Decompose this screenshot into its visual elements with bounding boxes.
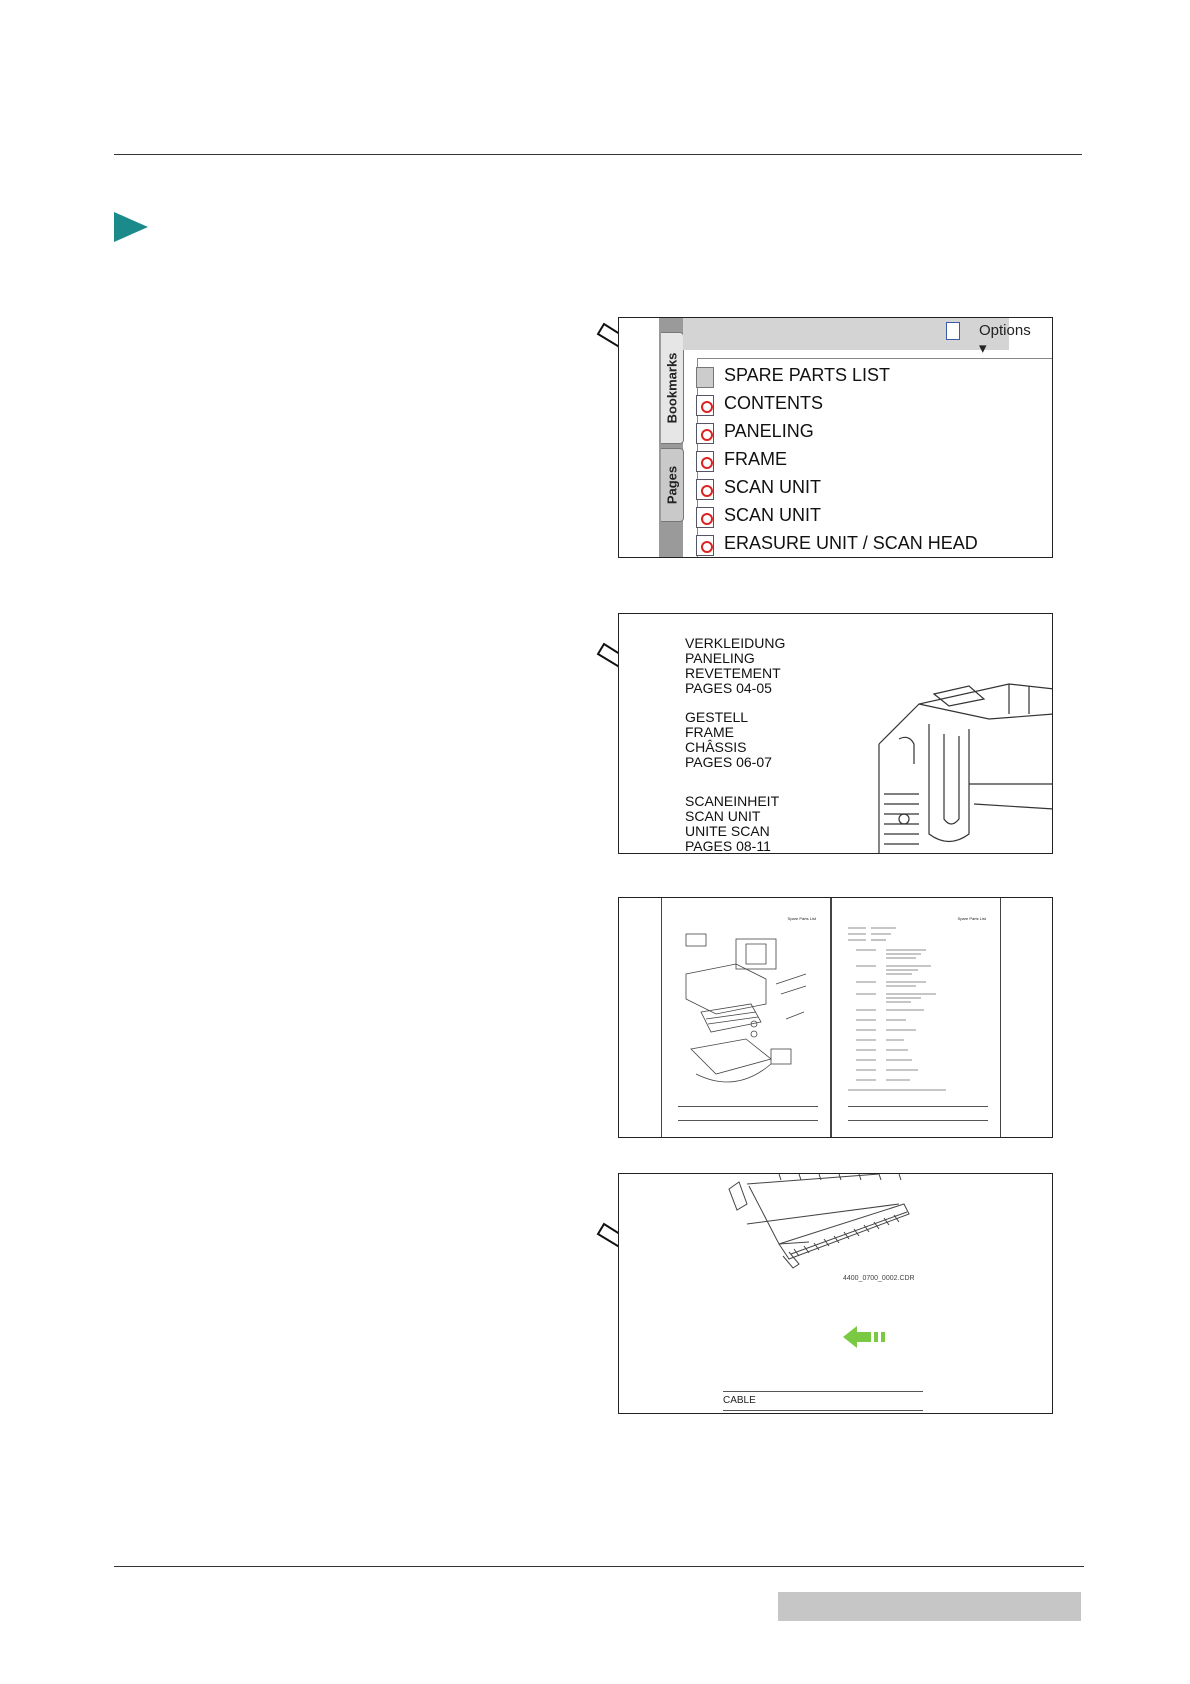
bookmark-item[interactable]: CONTENTS xyxy=(724,393,823,419)
bookmark-item[interactable]: SCAN UNIT xyxy=(724,477,821,503)
pdf-bookmark-icon xyxy=(696,451,714,472)
contents-entry[interactable]: SCANEINHEIT SCAN UNIT UNITE SCAN PAGES 08-11 xyxy=(685,793,780,854)
bookmark-item[interactable]: SCAN UNIT xyxy=(724,505,821,531)
sheet-rule xyxy=(848,1106,988,1107)
cable-label-rule xyxy=(723,1391,923,1392)
page-icon xyxy=(696,367,714,388)
bookmark-item[interactable]: SPARE PARTS LIST xyxy=(724,365,890,391)
sheet-rule xyxy=(848,1120,988,1121)
bookmark-item[interactable]: FRAME xyxy=(724,449,787,475)
bookmarks-panel-screenshot xyxy=(618,317,1053,558)
tab-bookmarks[interactable]: Bookmarks xyxy=(661,332,684,444)
pdf-bookmark-icon xyxy=(696,423,714,444)
spare-parts-sheet-left: Spare Parts List xyxy=(661,897,831,1138)
connector-drawing xyxy=(719,1174,929,1269)
cable-drawing-screenshot xyxy=(618,1173,1053,1414)
footer-rule xyxy=(114,1566,1084,1567)
document-options-icon[interactable] xyxy=(946,322,960,340)
pdf-bookmark-icon xyxy=(696,395,714,416)
pdf-bookmark-icon xyxy=(696,479,714,500)
options-menu-button[interactable]: Options ▾ xyxy=(979,322,1031,357)
spare-parts-pages-screenshot xyxy=(618,897,1053,1138)
header-rule xyxy=(114,154,1082,155)
bookmark-item[interactable]: ERASURE UNIT / SCAN HEAD xyxy=(724,533,978,558)
spare-parts-sheet-right: Spare Parts List xyxy=(831,897,1001,1138)
cable-label: CABLE xyxy=(723,1395,756,1406)
bookmarks-toolbar xyxy=(683,318,1031,357)
sheet-rule xyxy=(678,1120,818,1121)
bookmark-list xyxy=(697,358,1053,558)
cable-label-rule xyxy=(723,1410,923,1411)
green-arrow-icon[interactable] xyxy=(843,1324,889,1350)
device-illustration xyxy=(859,644,1053,854)
bookmark-item[interactable]: PANELING xyxy=(724,421,814,447)
contents-entry[interactable]: GESTELL FRAME CHÂSSIS PAGES 06-07 xyxy=(685,709,772,770)
section-play-icon xyxy=(114,212,148,242)
sheet-rule xyxy=(678,1106,818,1107)
pdf-bookmark-icon xyxy=(696,507,714,528)
exploded-view-drawing xyxy=(676,924,816,1094)
contents-page-screenshot xyxy=(618,613,1053,854)
tab-pages[interactable]: Pages xyxy=(661,448,684,522)
drawing-code: 4400_0700_0002.CDR xyxy=(843,1275,915,1282)
contents-entry[interactable]: VERKLEIDUNG PANELING REVETEMENT PAGES 04-05 xyxy=(685,635,786,696)
parts-table-drawing xyxy=(846,924,986,1094)
pdf-bookmark-icon xyxy=(696,535,714,556)
footer-page-box xyxy=(778,1592,1081,1621)
